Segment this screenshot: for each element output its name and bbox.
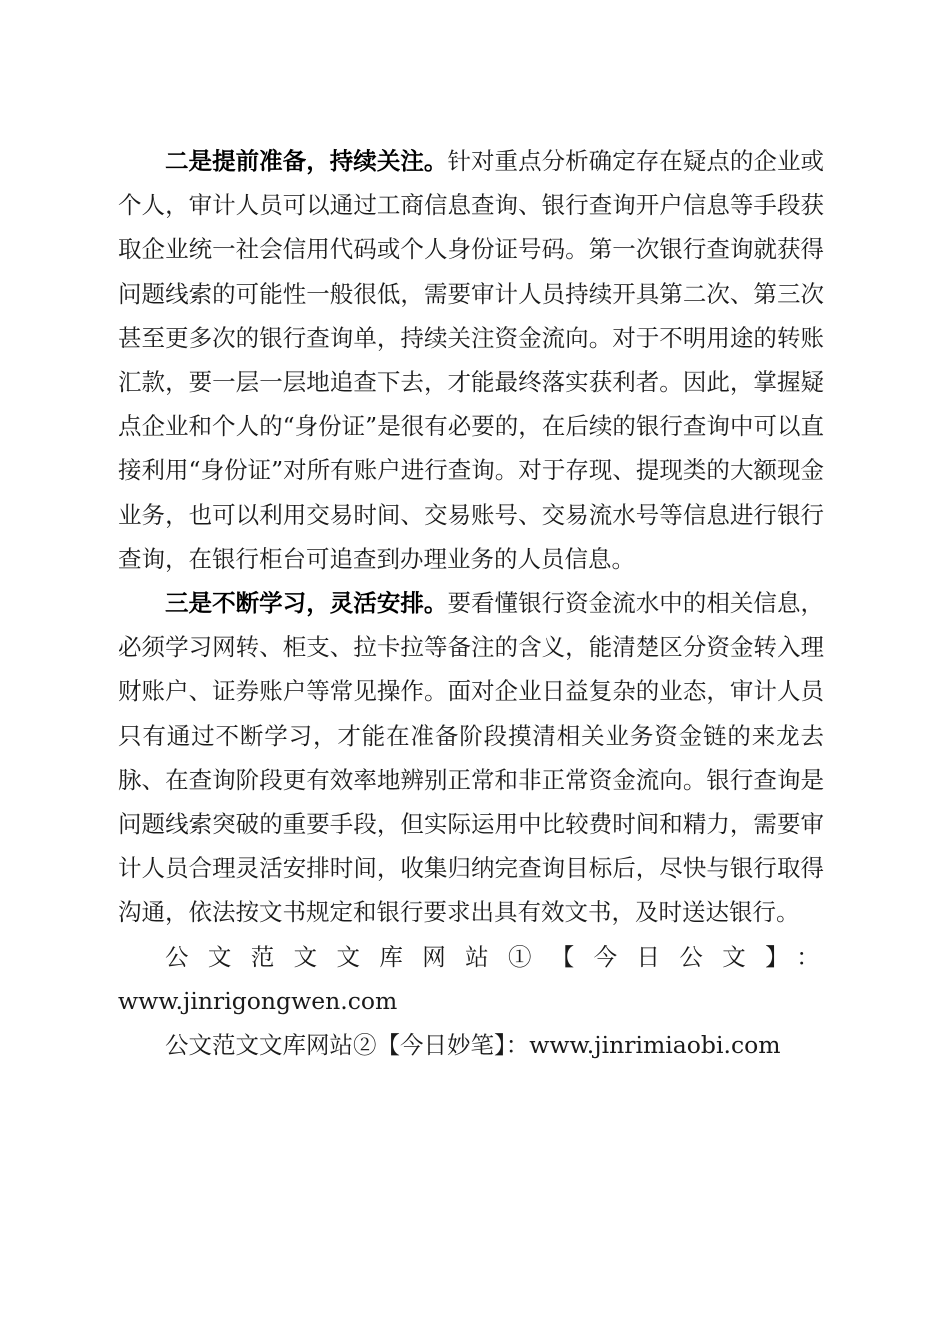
paragraph-2-body: 针对重点分析确定存在疑点的企业或个人，审计人员可以通过工商信息查询、银行查询开户信息等手段获取企业统一社会信用代码或个人身份证号码。第一次银行查询就获得问题线索的可能性一般很低，需要审计人员持续开具第二次、第三次甚至更多次的银行查询单，持续关注资金流向。对于不明用途的转账汇款，要一层一层地追查下去，才能最终落实获利者。因此，掌握疑点企业和个人的“身份证”是很有必要的，在后续的银行查询中可以直接利用“身份证”对所有账户进行查询。对于存现、提现类的大额现金业务，也可以利用交易时间、交易账号、交易流水号等信息进行银行查询，在银行柜台可追查到办理业务的人员信息。 [118,147,825,573]
site-1-url[interactable] [118,979,824,1023]
site-2-line [118,1023,824,1067]
paragraph-3 [118,581,824,935]
site-2-label: 公文范文文库网站②【今日妙笔】： [165,1031,530,1060]
site-1-link[interactable]: www.jinrigongwen.com [118,986,398,1015]
paragraph-2-heading: 二是提前准备，持续关注。 [165,147,448,175]
paragraph-3-body: 要看懂银行资金流水中的相关信息，必须学习网转、柜支、拉卡拉等备注的含义，能清楚区分资金转入理财账户、证券账户等常见操作。面对企业日益复杂的业态，审计人员只有通过不断学习，才能在准备阶段摸清相关业务资金链的来龙去脉、在查询阶段更有效率地辨别正常和非正常资金流向。银行查询是问题线索突破的重要手段，但实际运用中比较费时间和精力，需要审计人员合理灵活安排时间，收集归纳完查询目标后，尽快与银行取得沟通，依法按文书规定和银行要求出具有效文书，及时送达银行。 [118,589,825,927]
document-page [118,139,824,1067]
paragraph-2 [118,139,824,581]
paragraph-3-heading: 三是不断学习，灵活安排。 [165,589,448,618]
site-1-label: 公文范文文库网站①【今日公文】： [165,942,824,971]
site-2-link[interactable]: www.jinrimiaobi.com [529,1031,781,1060]
